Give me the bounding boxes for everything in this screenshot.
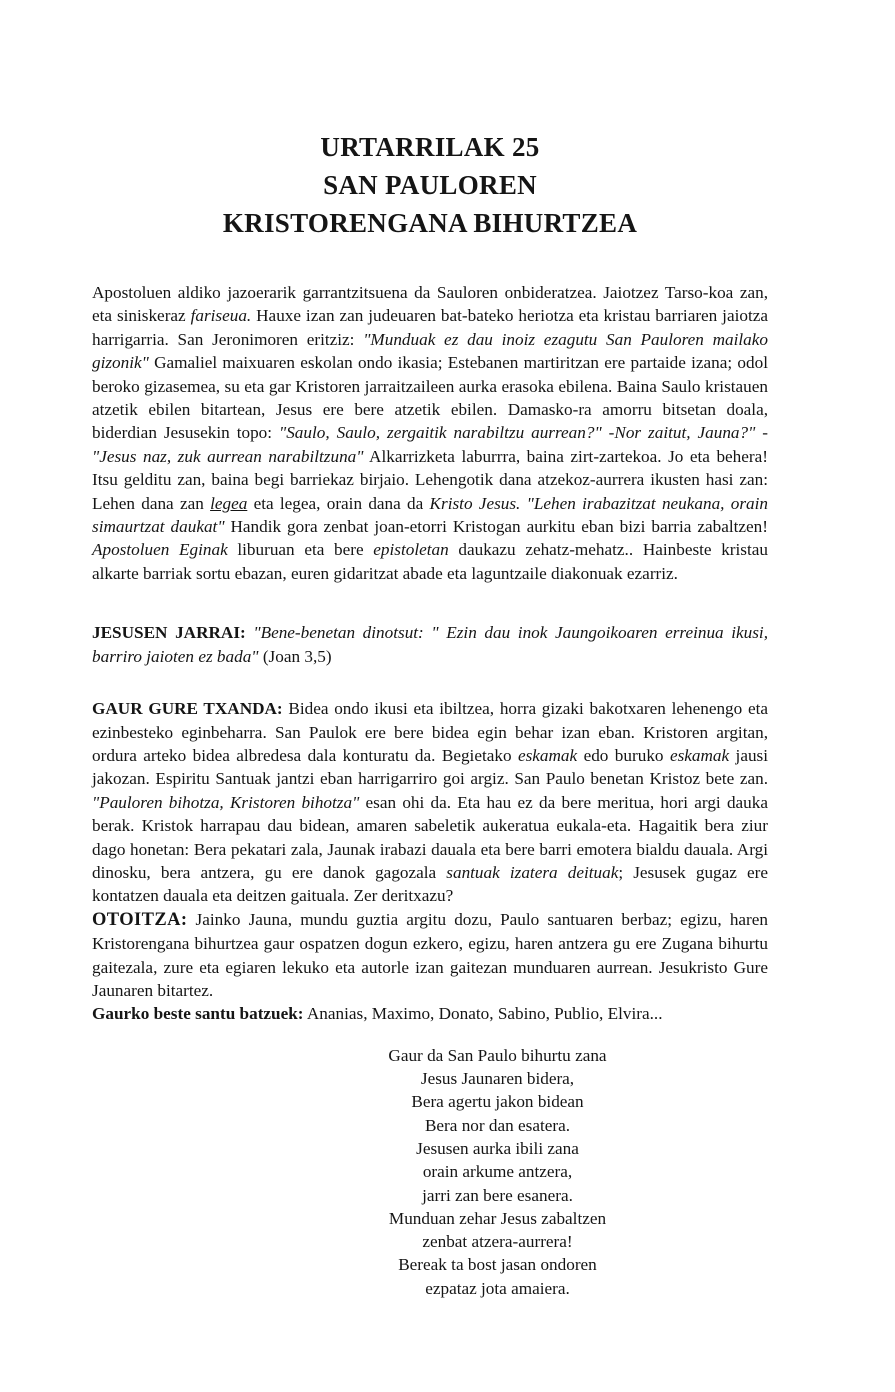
otoitza-text: Jainko Jauna, mundu guztia argitu dozu, Paulo santuaren berbaz; egizu, haren Kristorengana bihurtzea gaur ospatzen dogun ezkero, egizu, haren antzera gu ere Zugana bihurtu gaitezala, zure eta egiaren lekuko eta autorle izan gaitezan munduaren aurrean. Jesukristo Gure Jaunaren bitartez. [92,909,768,1000]
other-saints-section [92,1002,768,1025]
intro-text: Apostoluen aldiko jazoerarik garrantzitsuena da Sauloren onbideratzea. Jaiotzez Tarso-koa zan, eta siniskeraz [92,283,768,326]
intro-text: Gamaliel maixuaren eskolan ondo ikasia; Estebanen martiritzan ere partaide izana; odol beroko gizasemea, su eta gar Kristoren jarraitzaileen aurka erasoka ebilena. Baina Saulo kristauen atzetik ebilen bitartean, Jesus ere bere atzetik ebilen. Damasko-ra amorru bitsetan doala, biderdian Jesusekin topo: [92,353,768,443]
other-saints-list: Ananias, Maximo, Donato, Sabino, Publio, Elvira... [303,1004,663,1024]
poem-line: Gaur da San Paulo bihurtu zana [388,1045,607,1065]
other-saints-label: Gaurko beste santu batzuek: [92,1004,304,1024]
intro-quote-jeronimo: "Munduak ez dau inoiz ezagutu San Pauloren mailako gizonik" [92,329,768,373]
otoitza-label: OTOITZA: [92,909,188,930]
gaur-italic-eskamak-2: eskamak [669,745,730,765]
gaur-gure-txanda-section [92,697,768,908]
gaur-text: Bidea ondo ikusi eta ibiltzea, horra gizaki bakotxaren lehenengo eta ezinbesteko eginbeharra. San Paulok ere bere bidea egin behar izan eban. Kristoren argitan, ordura arteko bidea albredesa dala konturatu da. Begietako [92,699,768,765]
intro-italic-apostoluen-eginak: Apostoluen Eginak [92,540,228,560]
intro-quote-lehen: "Lehen irabazitzat neukana, orain simaurtzat daukat" [92,493,768,537]
jesusen-jarrai-label: JESUSEN JARRAI: [92,623,246,643]
gaur-italic-eskamak: eskamak [517,745,578,765]
intro-text: Hauxe izan zan judeuaren bat-bateko heriotza eta kristau barriaren jaiotza harrigarria. San Jeronimoren eritziz: [92,306,768,349]
gaur-gure-txanda-label: GAUR GURE TXANDA: [92,699,283,719]
poem-line: Bera agertu jakon bidean [411,1092,584,1112]
poem-line: Munduan zehar Jesus zabaltzen [388,1208,607,1228]
intro-quote-dialogue: "Saulo, Saulo, zergaitik narabiltzu aurrean?" -Nor zaitut, Jauna?" -"Jesus naz, zuk aurrean narabiltzuna" [92,423,769,466]
intro-text: Alkarrizketa laburrra, baina zirt-zartekoa. Jo eta behera! Itsu gelditu zan, baina begi barriekaz birjaio. Lehengotik dana atzekoz-aurrera ikusten hasi zan: Lehen dana zan [92,446,768,513]
page-title [92,128,768,242]
title-line-event: KRISTORENGANA BIHURTZEA [222,208,638,238]
intro-text: liburuan eta bere [227,540,374,560]
gaur-text: ; Jesusek gugaz ere kontatzen dauala eta deitzen gaituala. Zer deritxazu? [92,862,768,906]
poem-line: Bereak ta bost jasan ondoren [398,1255,597,1275]
otoitza-section [92,908,768,1003]
gaur-text: edo buruko [577,745,670,765]
intro-text: Handik gora zenbat joan-etorri Kristogan aurkitu eban bizi barria zabaltzen! [224,517,768,537]
poem-line: Jesus Jaunaren bidera, [420,1069,575,1089]
jesusen-jarrai-section [92,621,768,668]
intro-underline-legea: legea [210,493,248,513]
jesusen-jarrai-quote: "Bene-benetan dinotsut: " Ezin dau inok Jaungoikoaren erreinua ikusi, barriro jaioten ez bada" [92,623,769,666]
poem [227,1044,768,1300]
gaur-italic-santuak: santuak izatera deituak [446,862,619,882]
intro-paragraph [92,281,768,585]
poem-line: ezpataz jota amaiera. [425,1278,570,1298]
intro-text: daukazu zehatz-mehatz.. Hainbeste kristau alkarte barriak sortu ebazan, euren gidaritzat abade eta laguntzaile diakonuak ezarriz. [92,540,768,583]
title-line-date: URTARRILAK 25 [320,132,540,162]
poem-line: zenbat atzera-aurrera! [422,1232,573,1252]
jesusen-jarrai-reference: (Joan 3,5) [258,646,332,666]
gaur-text: esan ohi da. Eta hau ez da bere meritua, hori argi dauka berak. Kristok harrapau dau bidean, amaren sabeletik aukeratua eukala-eta. Hagaitik bera ziur dago honetan: Bera pekatari zala, Jaunak irabazi dauala eta bere barri emotera bialdu dauala. Argi dinosku, bera antzera, gu ere danok gagozala [92,792,768,882]
poem-line: orain arkume antzera, [422,1162,573,1182]
poem-line: Bera nor dan esatera. [424,1115,571,1135]
intro-italic-epistoletan: epistoletan [373,540,449,560]
intro-text: eta legea, orain dana da [247,493,430,513]
title-line-saint: SAN PAULOREN [323,170,537,200]
poem-line: Jesusen aurka ibili zana [416,1138,579,1158]
gaur-text: jausi jakozan. Espiritu Santuak jantzi eban harrigarriro goi argiz. San Paulo benetan Kristoz bete zan. [92,745,769,789]
intro-italic-kristo-jesus: Kristo Jesus. [429,493,521,513]
intro-italic-fariseua: fariseua. [190,306,252,326]
gaur-quote-bihotza: "Pauloren bihotza, Kristoren bihotza" [92,792,360,812]
poem-line: jarri zan bere esanera. [422,1185,573,1205]
